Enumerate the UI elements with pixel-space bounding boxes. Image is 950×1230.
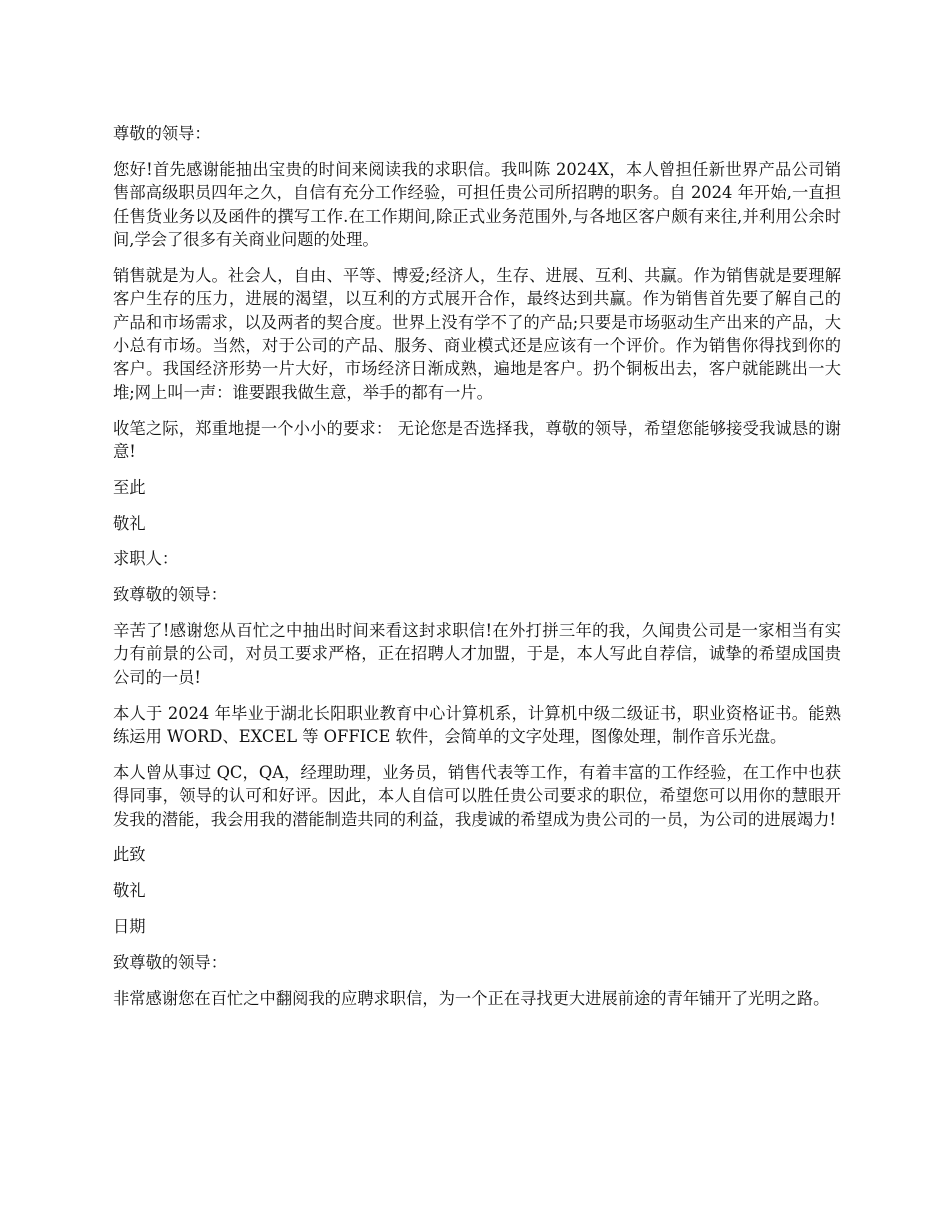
regards-line: 敬礼 <box>113 513 146 533</box>
closing-line: 至此 <box>113 477 146 497</box>
applicant-signature-line: 求职人： <box>113 549 179 569</box>
experience-paragraph: 本人曾从事过 QC，QA，经理助理，业务员，销售代表等工作，有着丰富的工作经验，在工作中也获得同事，领导的认可和好评。因此，本人自信可以胜任贵公司要求的职位，希望您可以用你的慧眼开发我的潜能，我会用我的潜能制造共同的利益，我虔诚的希望成为贵公司的一员，为公司的进展竭力! <box>113 762 841 829</box>
date-line: 日期 <box>113 917 146 937</box>
document-page <box>113 122 841 1022</box>
salutation: 尊敬的领导： <box>113 124 211 143</box>
salutation-third-letter: 致尊敬的领导： <box>113 952 227 972</box>
salutation-second-letter: 致尊敬的领导： <box>113 585 227 605</box>
sales-philosophy-paragraph: 销售就是为人。社会人，自由、平等、博爱;经济人，生存、进展、互利、共赢。作为销售就是要理解客户生存的压力，进展的渴望，以互利的方式展开合作，最终达到共赢。作为销售首先要了解自己的产品和市场需求，以及两者的契合度。世界上没有学不了的产品;只要是市场驱动生产出来的产品，大小总有市场。当然，对于公司的产品、服务、商业模式还是应该有一个评价。作为销售你得找到你的客户。我国经济形势一片大好，市场经济日渐成熟，遍地是客户。扔个铜板出去，客户就能跳出一大堆;网上叫一声：谁要跟我做生意，举手的都有一片。 <box>113 265 841 402</box>
intro-paragraph: 您好!首先感谢能抽出宝贵的时间来阅读我的求职信。我叫陈 2024X，本人曾担任新世界产品公司销售部高级职员四年之久，自信有充分工作经验，可担任贵公司所招聘的职务。自 2024 年开始,一直担任售货业务以及函件的撰写工作.在工作期间,除正式业务范围外,与各地区客户颇有来往,并利用公余时间,学会了很多有关商业问题的处理。 <box>113 159 841 250</box>
regards-line-second-letter: 敬礼 <box>113 881 146 901</box>
closing-line-second-letter: 此致 <box>113 845 146 865</box>
education-paragraph: 本人于 2024 年毕业于湖北长阳职业教育中心计算机系，计算机中级二级证书，职业资格证书。能熟练运用 WORD、EXCEL 等 OFFICE 软件，会简单的文字处理，图像处理，制作音乐光盘。 <box>113 703 841 747</box>
third-letter-intro-paragraph: 非常感谢您在百忙之中翻阅我的应聘求职信，为一个正在寻找更大进展前途的青年铺开了光明之路。 <box>113 988 830 1008</box>
closing-request-paragraph: 收笔之际，郑重地提一个小小的要求： 无论您是否选择我，尊敬的领导，希望您能够接受我诚恳的谢意! <box>113 418 841 462</box>
second-letter-intro-paragraph: 辛苦了!感谢您从百忙之中抽出时间来看这封求职信!在外打拼三年的我，久闻贵公司是一家相当有实力有前景的公司，对员工要求严格，正在招聘人才加盟，于是，本人写此自荐信，诚挚的希望成国贵公司的一员! <box>113 621 841 687</box>
